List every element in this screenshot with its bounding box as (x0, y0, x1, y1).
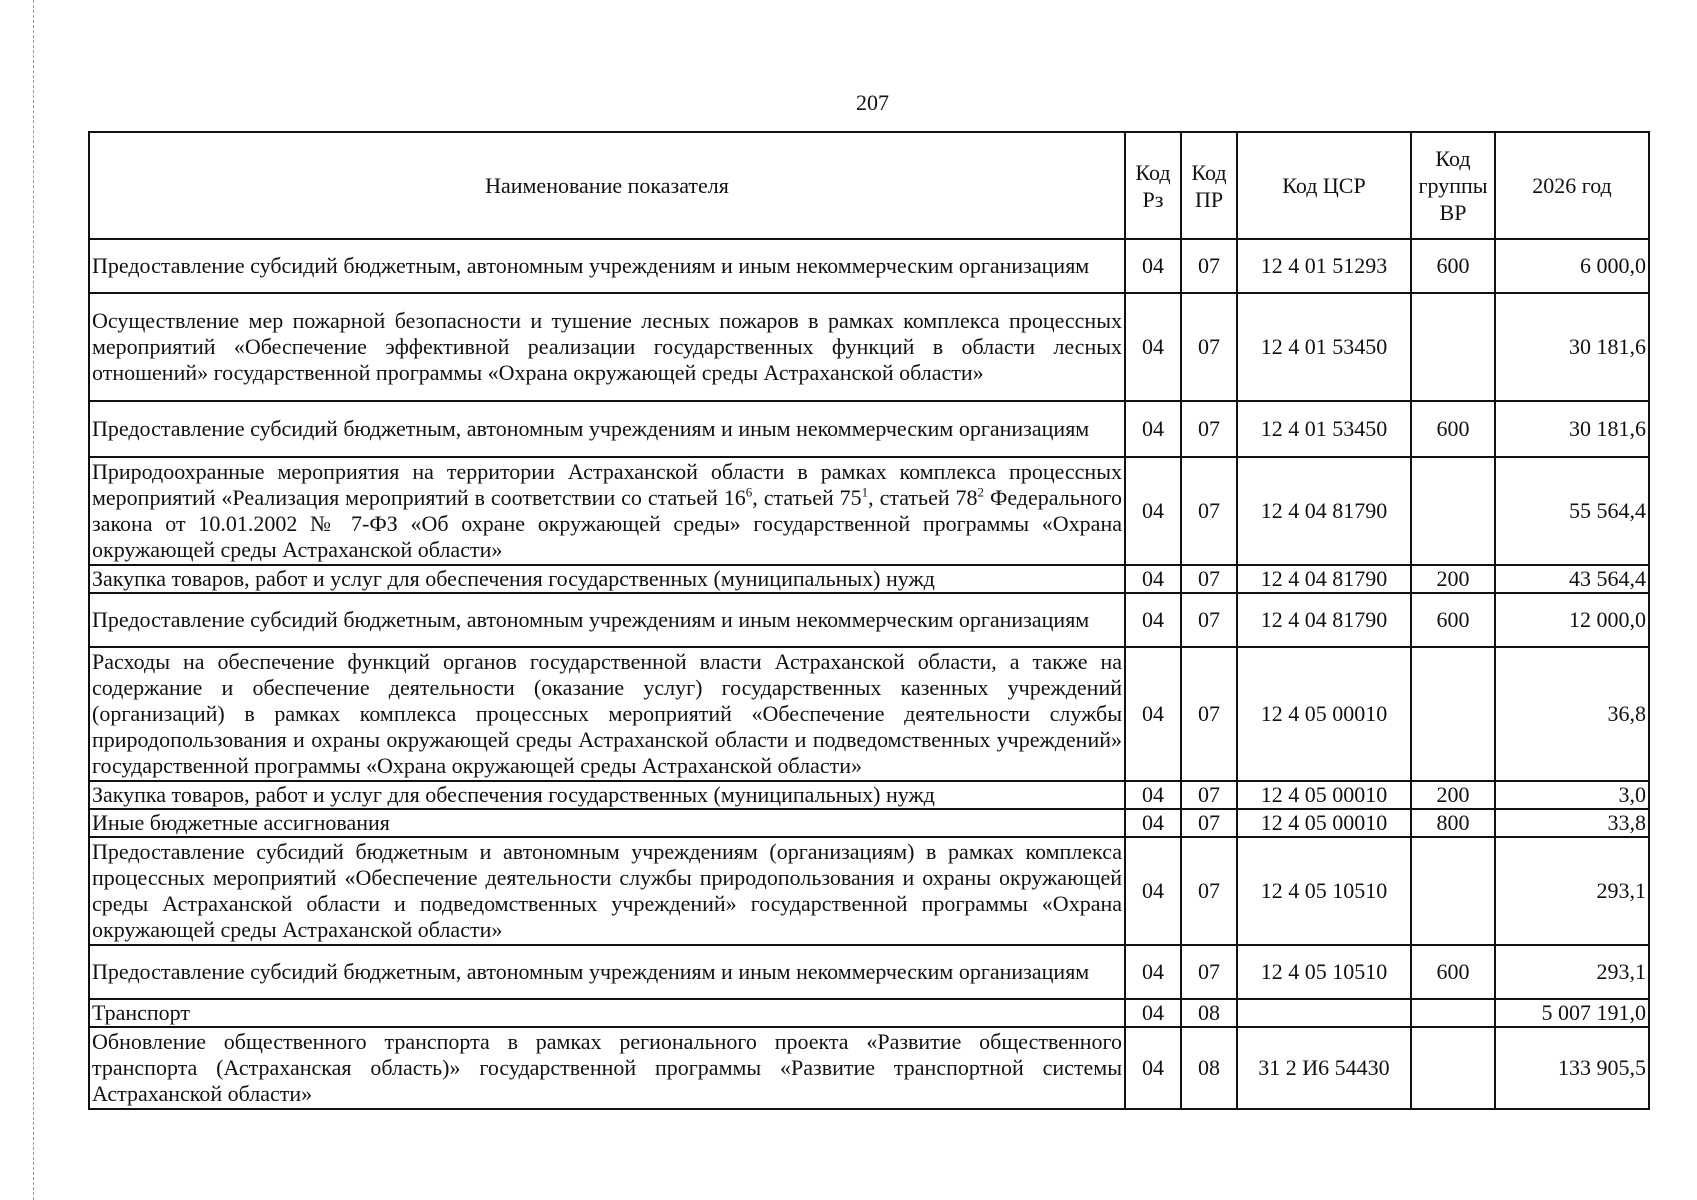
row-pr: 07 (1181, 945, 1237, 999)
table-row (89, 1027, 1649, 1109)
row-rz: 04 (1125, 781, 1181, 809)
table-row (89, 781, 1649, 809)
header-pr: Код ПР (1181, 132, 1237, 239)
row-rz: 04 (1125, 457, 1181, 565)
row-name: Осуществление мер пожарной безопасности и тушение лесных пожаров в рамках комплекса процессных мероприятий «Обеспечение эффективной реализации государственных функций в области лесных отношений» государственной программы «Охрана окружающей среды Астраханской области» (89, 293, 1125, 401)
row-amount: 36,8 (1495, 647, 1649, 781)
table-header-row (89, 132, 1649, 239)
row-csr: 12 4 05 10510 (1237, 837, 1411, 945)
table-row (89, 293, 1649, 401)
table-row (89, 239, 1649, 293)
header-rz: Код Рз (1125, 132, 1181, 239)
row-vr: 600 (1411, 239, 1495, 293)
row-name: Предоставление субсидий бюджетным, автономным учреждениям и иным некоммерческим организациям (89, 239, 1125, 293)
row-csr: 12 4 04 81790 (1237, 565, 1411, 593)
row-rz: 04 (1125, 565, 1181, 593)
row-pr: 07 (1181, 781, 1237, 809)
row-rz: 04 (1125, 593, 1181, 647)
header-vr: Код группы ВР (1411, 132, 1495, 239)
row-rz: 04 (1125, 647, 1181, 781)
row-csr: 12 4 05 10510 (1237, 945, 1411, 999)
row-name: Предоставление субсидий бюджетным, автономным учреждениям и иным некоммерческим организациям (89, 401, 1125, 457)
table-row (89, 809, 1649, 837)
row-pr: 07 (1181, 565, 1237, 593)
row-vr (1411, 1027, 1495, 1109)
binding-margin-line (33, 0, 34, 1200)
row-vr: 800 (1411, 809, 1495, 837)
header-csr: Код ЦСР (1237, 132, 1411, 239)
table-row (89, 999, 1649, 1027)
row-vr: 600 (1411, 593, 1495, 647)
row-csr: 12 4 05 00010 (1237, 647, 1411, 781)
row-csr: 12 4 04 81790 (1237, 457, 1411, 565)
row-pr: 07 (1181, 647, 1237, 781)
name-text: Федерального закона от 10.01.2002 № 7-ФЗ «Об охране окружающей среды» государственной программы «Охрана окружающей среды Астраханской области» (92, 485, 1122, 562)
row-name: Обновление общественного транспорта в рамках регионального проекта «Развитие общественного транспорта (Астраханская область)» государственной программы «Развитие транспортной системы Астраханской области» (89, 1027, 1125, 1109)
row-vr (1411, 293, 1495, 401)
row-amount: 12 000,0 (1495, 593, 1649, 647)
header-name: Наименование показателя (89, 132, 1125, 239)
table-row (89, 837, 1649, 945)
row-amount: 5 007 191,0 (1495, 999, 1649, 1027)
table-row (89, 647, 1649, 781)
table-row (89, 593, 1649, 647)
row-csr: 12 4 04 81790 (1237, 593, 1411, 647)
row-name: Расходы на обеспечение функций органов государственной власти Астраханской области, а также на содержание и обеспечение деятельности (оказание услуг) государственных казенных учреждений (организаций) в рамках комплекса процессных мероприятий «Обеспечение деятельности службы природопользования и охраны окружающей среды Астраханской области и подведомственных учреждений» государственной программы «Охрана окружающей среды Астраханской области» (89, 647, 1125, 781)
row-amount: 43 564,4 (1495, 565, 1649, 593)
row-csr (1237, 999, 1411, 1027)
header-year: 2026 год (1495, 132, 1649, 239)
row-pr: 07 (1181, 239, 1237, 293)
name-text: , статьей 75 (752, 485, 862, 510)
row-amount: 293,1 (1495, 945, 1649, 999)
row-vr: 600 (1411, 401, 1495, 457)
budget-table (88, 131, 1650, 1110)
table-row (89, 401, 1649, 457)
row-pr: 07 (1181, 293, 1237, 401)
row-vr: 200 (1411, 565, 1495, 593)
row-pr: 07 (1181, 593, 1237, 647)
row-name: Предоставление субсидий бюджетным, автономным учреждениям и иным некоммерческим организациям (89, 593, 1125, 647)
table-row (89, 565, 1649, 593)
row-amount: 55 564,4 (1495, 457, 1649, 565)
superscript: 1 (861, 484, 869, 500)
row-rz: 04 (1125, 809, 1181, 837)
row-amount: 33,8 (1495, 809, 1649, 837)
row-pr: 08 (1181, 999, 1237, 1027)
row-name: Предоставление субсидий бюджетным и автономным учреждениям (организациям) в рамках комплекса процессных мероприятий «Обеспечение деятельности службы природопользования и охраны окружающей среды Астраханской области и подведомственных учреждений» государственной программы «Охрана окружающей среды Астраханской области» (89, 837, 1125, 945)
row-pr: 07 (1181, 457, 1237, 565)
row-csr: 12 4 05 00010 (1237, 809, 1411, 837)
row-pr: 07 (1181, 401, 1237, 457)
row-vr (1411, 999, 1495, 1027)
superscript: 6 (745, 484, 753, 500)
table-row (89, 457, 1649, 565)
table-row (89, 945, 1649, 999)
row-pr: 08 (1181, 1027, 1237, 1109)
row-rz: 04 (1125, 999, 1181, 1027)
row-vr: 600 (1411, 945, 1495, 999)
page-number: 207 (856, 90, 889, 115)
row-csr: 12 4 01 53450 (1237, 293, 1411, 401)
row-rz: 04 (1125, 401, 1181, 457)
row-name: Иные бюджетные ассигнования (89, 809, 1125, 837)
row-vr (1411, 837, 1495, 945)
row-rz: 04 (1125, 945, 1181, 999)
row-name: Предоставление субсидий бюджетным, автономным учреждениям и иным некоммерческим организациям (89, 945, 1125, 999)
row-rz: 04 (1125, 1027, 1181, 1109)
row-amount: 6 000,0 (1495, 239, 1649, 293)
row-rz: 04 (1125, 837, 1181, 945)
row-amount: 133 905,5 (1495, 1027, 1649, 1109)
row-amount: 30 181,6 (1495, 401, 1649, 457)
row-csr: 31 2 И6 54430 (1237, 1027, 1411, 1109)
row-pr: 07 (1181, 837, 1237, 945)
row-amount: 293,1 (1495, 837, 1649, 945)
name-text: , статьей 78 (868, 485, 978, 510)
row-vr: 200 (1411, 781, 1495, 809)
row-name: Закупка товаров, работ и услуг для обеспечения государственных (муниципальных) нужд (89, 565, 1125, 593)
row-amount: 30 181,6 (1495, 293, 1649, 401)
row-name: Закупка товаров, работ и услуг для обеспечения государственных (муниципальных) нужд (89, 781, 1125, 809)
row-vr (1411, 647, 1495, 781)
superscript: 2 (977, 484, 985, 500)
name-text: Природоохранные мероприятия на территории Астраханской области в рамках комплекса процессных мероприятий «Реализация мероприятий в соответствии со статьей 16 (92, 459, 1122, 510)
row-name: Транспорт (89, 999, 1125, 1027)
row-csr: 12 4 05 00010 (1237, 781, 1411, 809)
row-rz: 04 (1125, 239, 1181, 293)
row-vr (1411, 457, 1495, 565)
row-amount: 3,0 (1495, 781, 1649, 809)
row-rz: 04 (1125, 293, 1181, 401)
row-csr: 12 4 01 53450 (1237, 401, 1411, 457)
row-csr: 12 4 01 51293 (1237, 239, 1411, 293)
row-name (89, 457, 1125, 565)
row-pr: 07 (1181, 809, 1237, 837)
